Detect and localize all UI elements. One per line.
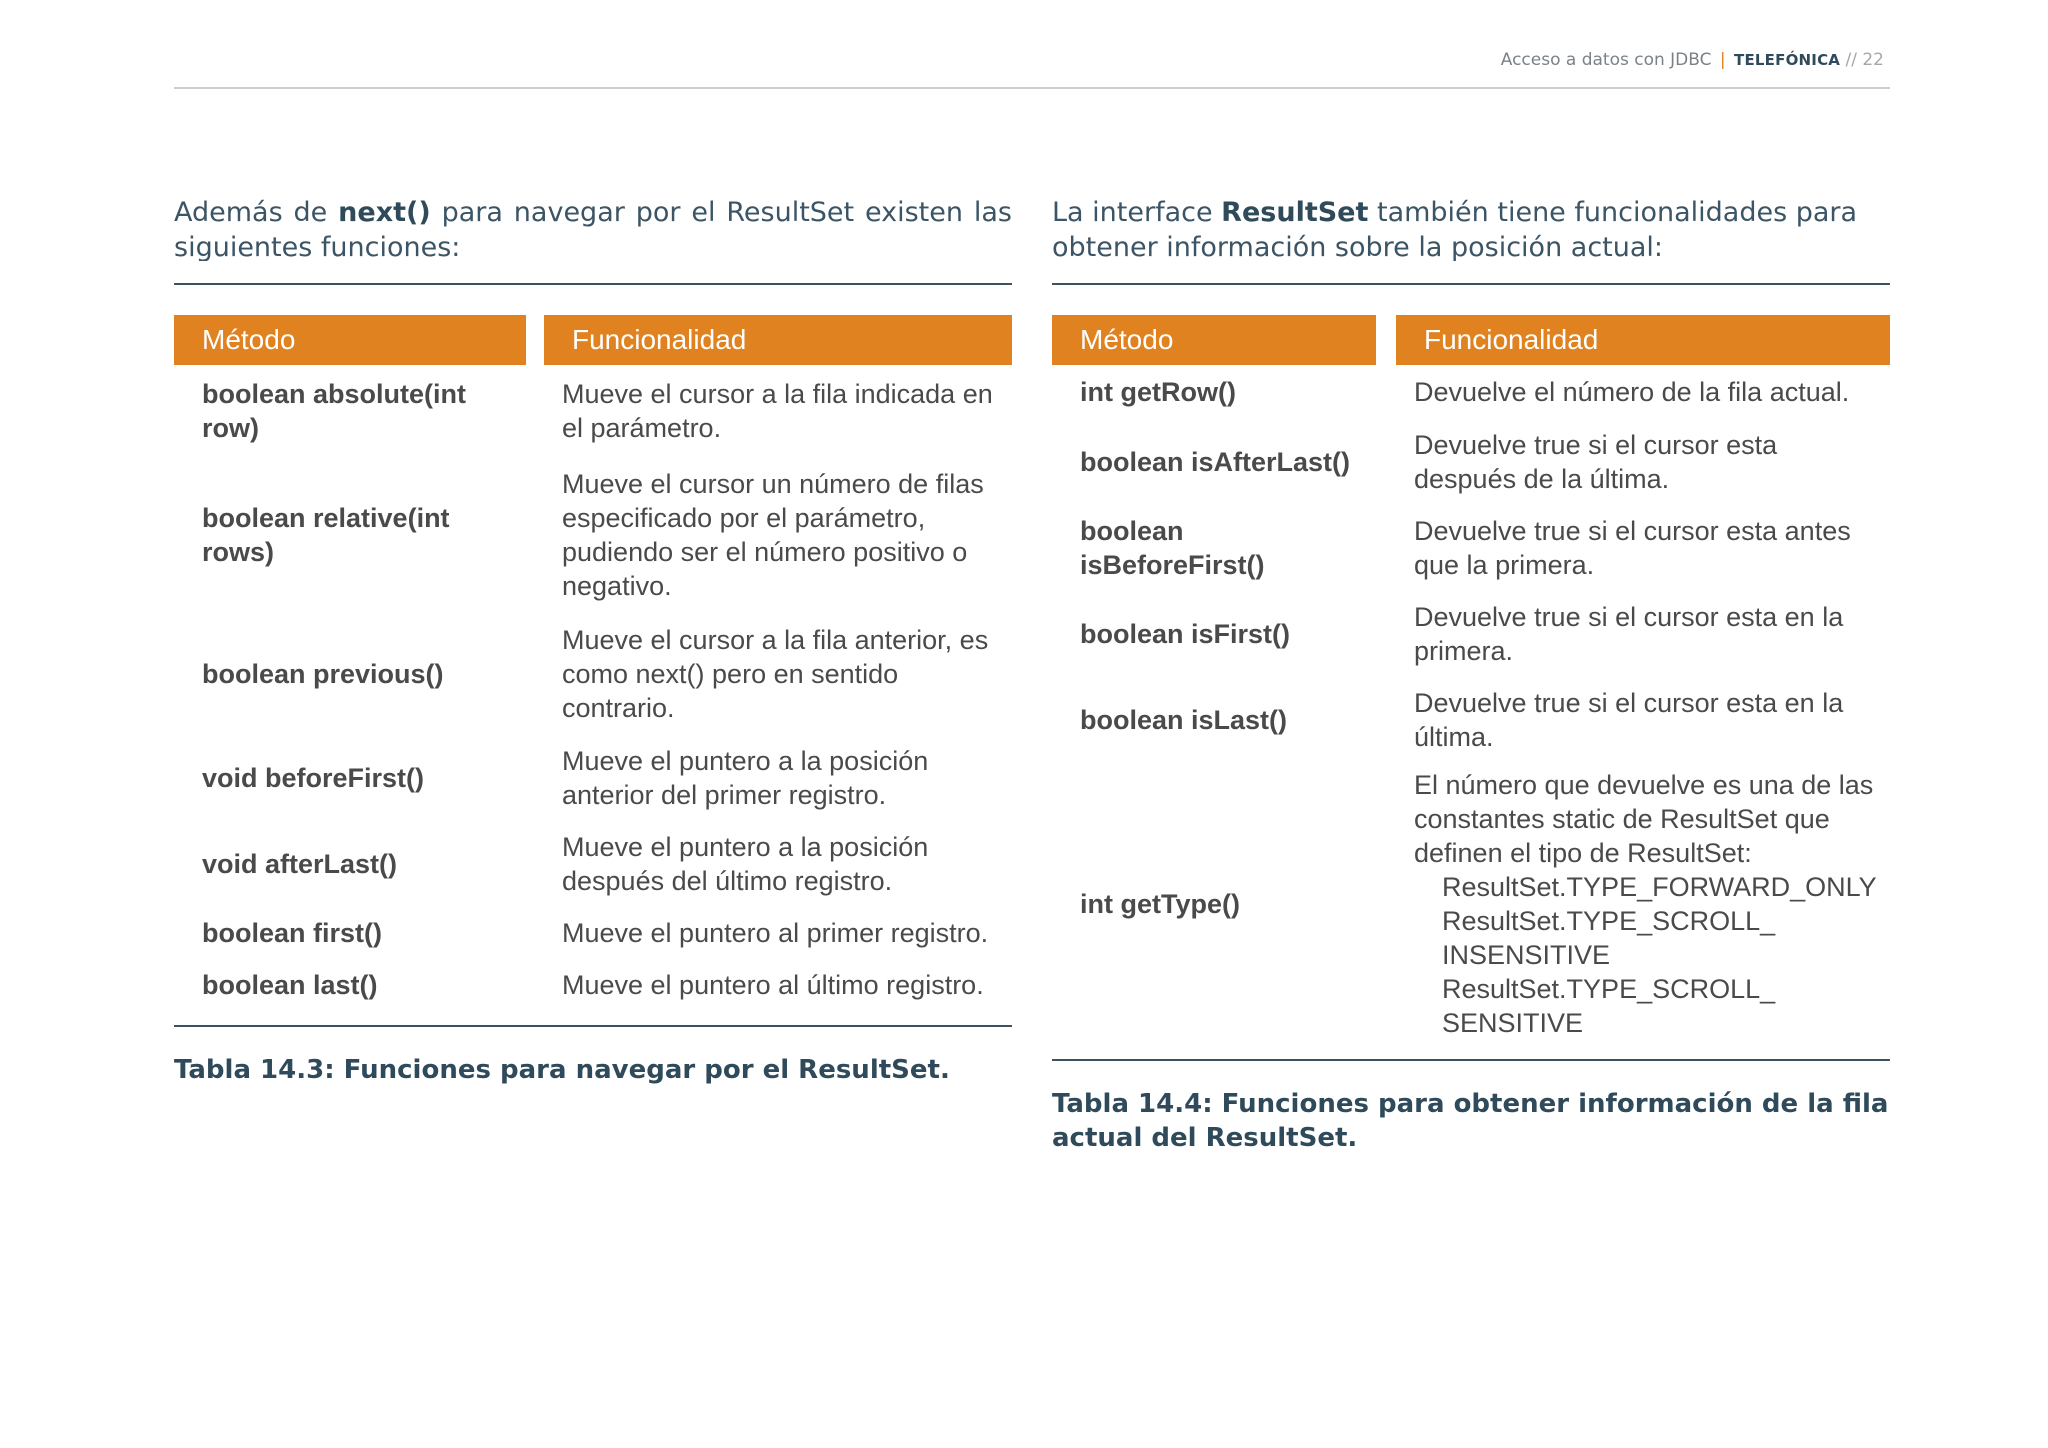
cell-gap (526, 907, 544, 959)
method-cell: boolean isLast() (1080, 705, 1288, 735)
table-bottom-rule (1052, 1059, 1890, 1061)
description-cell: Mueve el cursor un número de filas especificado por el parámetro, pudiendo ser el número positivo o negativo. (562, 469, 984, 601)
header-gap (1376, 315, 1396, 365)
left-intro-paragraph (174, 195, 1012, 261)
constant-type-forward-only: ResultSet.TYPE_FORWARD_ONLY (1442, 872, 1877, 902)
table-caption: Tabla 14.4: Funciones para obtener información de la fila actual del ResultSet. (1052, 1089, 1889, 1153)
gettype-description: El número que devuelve es una de las constantes static de ResultSet que definen el tipo de ResultSet: (1414, 770, 1874, 868)
table-row (1052, 365, 1890, 419)
header-method: Método (1052, 315, 1376, 365)
document-title: Acceso a datos con JDBC (1500, 50, 1712, 70)
intro-text: para navegar por el ResultSet existen las siguientes funciones: (174, 197, 1012, 261)
description-cell: Mueve el puntero a la posición anterior del primer registro. (562, 746, 929, 810)
method-cell: boolean first() (202, 918, 382, 948)
table-header-row (174, 315, 1012, 365)
table-row (1052, 419, 1890, 505)
right-intro-paragraph (1052, 195, 1890, 261)
header-gap (526, 315, 544, 365)
header-method: Método (174, 315, 526, 365)
cell-gap (526, 457, 544, 613)
cell-gap (1376, 419, 1396, 505)
table-row (1052, 763, 1890, 1045)
table-row (174, 457, 1012, 613)
table-row (1052, 677, 1890, 763)
description-cell: Mueve el puntero al primer registro. (562, 918, 989, 948)
method-cell: boolean isBeforeFirst() (1080, 516, 1265, 580)
cell-gap (526, 959, 544, 1011)
header-divider (174, 87, 1890, 89)
cell-gap (526, 735, 544, 821)
table-row (174, 959, 1012, 1011)
description-cell: Devuelve true si el cursor esta antes que la primera. (1414, 516, 1851, 580)
method-cell: boolean last() (202, 970, 378, 1000)
running-header (1501, 50, 1884, 70)
table-bottom-rule (174, 1025, 1012, 1027)
cell-gap (1376, 505, 1396, 591)
table-row (1052, 591, 1890, 677)
navigation-functions-table (174, 315, 1012, 1011)
intro-bold-term: ResultSet (1221, 197, 1369, 228)
table-row (174, 613, 1012, 735)
table-row (174, 821, 1012, 907)
method-cell: int getRow() (1080, 377, 1236, 407)
intro-text: Además de (174, 197, 339, 228)
page-number: // 22 (1845, 50, 1884, 70)
method-cell: boolean isAfterLast() (1080, 447, 1351, 477)
cell-gap (526, 821, 544, 907)
constant-type-scroll-insensitive: ResultSet.TYPE_SCROLL_ INSENSITIVE (1442, 906, 1776, 970)
description-cell: Devuelve true si el cursor esta después de la última. (1414, 430, 1778, 494)
intro-text: La interface (1052, 197, 1222, 228)
right-column (1052, 195, 1890, 1155)
description-cell (1396, 763, 1890, 1045)
table-row (174, 365, 1012, 457)
description-cell: Devuelve true si el cursor esta en la última. (1414, 688, 1844, 752)
cell-gap (526, 365, 544, 457)
method-cell: int getType() (1080, 889, 1240, 919)
intro-bold-term: next() (338, 197, 431, 228)
cell-gap (1376, 591, 1396, 677)
position-info-table (1052, 315, 1890, 1045)
left-column (174, 195, 1012, 1087)
description-cell: Mueve el cursor a la fila indicada en el parámetro. (562, 379, 993, 443)
method-cell: boolean previous() (202, 659, 444, 689)
intro-text: también tiene funcionalidades para obtener información sobre la posición actual: (1052, 197, 1858, 261)
header-functionality: Funcionalidad (1396, 315, 1890, 365)
method-cell: void beforeFirst() (202, 763, 425, 793)
method-cell: boolean isFirst() (1080, 619, 1291, 649)
cell-gap (1376, 365, 1396, 419)
description-cell: Mueve el puntero a la posición después del último registro. (562, 832, 929, 896)
table-row (1052, 505, 1890, 591)
description-cell: Mueve el cursor a la fila anterior, es como next() pero en sentido contrario. (562, 625, 989, 723)
method-cell: boolean relative(int rows) (202, 503, 450, 567)
cell-gap (1376, 677, 1396, 763)
method-cell: boolean absolute(int row) (202, 379, 467, 443)
table-top-rule (1052, 283, 1890, 285)
description-cell: Devuelve el número de la fila actual. (1414, 377, 1850, 407)
brand-name: TELEFÓNICA (1734, 51, 1841, 69)
table-row (174, 735, 1012, 821)
table-top-rule (174, 283, 1012, 285)
cell-gap (526, 613, 544, 735)
method-cell: void afterLast() (202, 849, 398, 879)
cell-gap (1376, 763, 1396, 1045)
constant-type-scroll-sensitive: ResultSet.TYPE_SCROLL_ SENSITIVE (1442, 974, 1776, 1038)
header-functionality: Funcionalidad (544, 315, 1012, 365)
table-row (174, 907, 1012, 959)
description-cell: Devuelve true si el cursor esta en la primera. (1414, 602, 1844, 666)
header-separator: | (1719, 50, 1726, 70)
table-header-row (1052, 315, 1890, 365)
description-cell: Mueve el puntero al último registro. (562, 970, 984, 1000)
table-caption: Tabla 14.3: Funciones para navegar por el ResultSet. (174, 1055, 950, 1085)
